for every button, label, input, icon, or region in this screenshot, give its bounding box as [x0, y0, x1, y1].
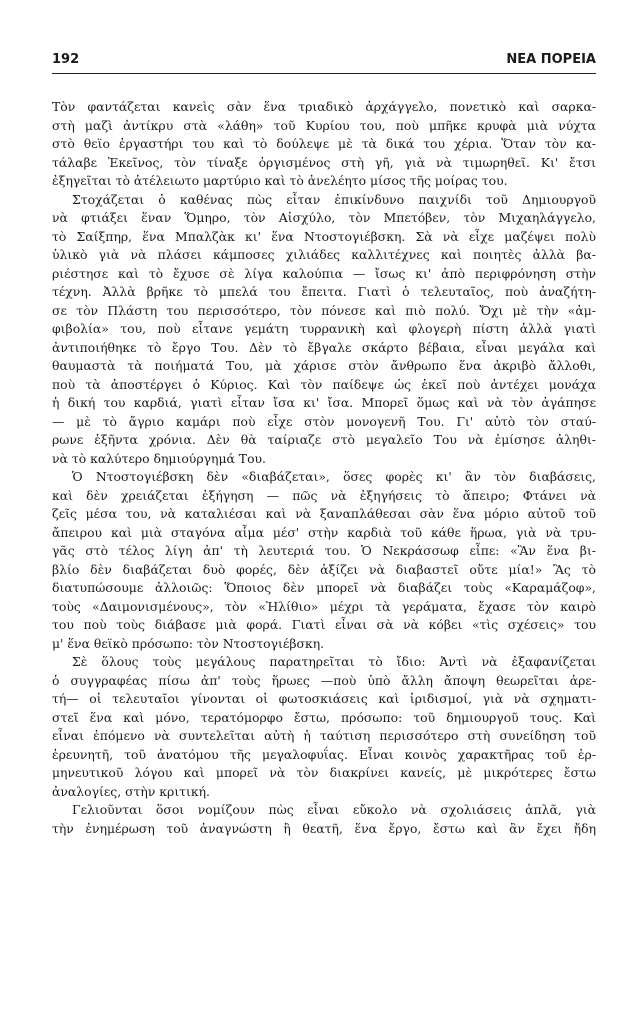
text-line: καὶ δὲν χρειάζεται ἐξήγηση — πῶς νὰ ἐξηγήσεις τὸ ἄπειρο; Φτάνει νὰ	[52, 487, 596, 503]
text-line: ποὺ τὰ ἀποστέργει ὁ Κύριος. Καὶ τὸν παίδεψε ὡς ἐκεῖ ποὺ ἀντέχει μονάχα	[52, 376, 596, 392]
text-line: Ὁ Ντοστογιέβσκη δὲν «διαβάζεται», ὅσες φορὲς κι' ἂν τὸν διαβάσεις,	[72, 469, 596, 484]
text-line: στὴ μαζὶ ἀντίκρυ στὰ «λάθη» τοῦ Κυρίου του, ποὺ μπῆκε κρυφὰ μιὰ νύχτα	[52, 117, 596, 133]
text-line: τάλαβε Ἐκεῖνος, τὸν τίναξε ὀργισμένος στὴ γῆ, γιὰ νὰ τιμωρηθεῖ. Κι' ἔτσι	[52, 154, 596, 170]
page-header	[52, 52, 596, 74]
page-number: 192	[52, 52, 80, 67]
text-line: του ποὺ τοὺς διάβασε μιὰ φορά. Γιατὶ εἶναι σὰ νὰ κόβει «τὶς σχέσεις» του	[52, 617, 596, 632]
text-line: διατυπώσουμε ἀλλοιῶς: Ὅποιος δὲν μπορεῖ νὰ διαβάζει τοὺς «Καραμάζοφ»,	[52, 580, 596, 595]
text-line: Στοχάζεται ὁ καθένας πὼς εἶταν ἐπικίνδυνο παιχνίδι τοῦ Δημιουργοῦ	[72, 191, 596, 207]
text-line: Γελιοῦνται ὅσοι νομίζουν πὼς εἶναι εὔκολο νὰ σχολιάσεις ἁπλᾶ, γιὰ	[72, 802, 596, 817]
book-page	[52, 52, 596, 838]
text-line: εἶναι ἐπόμενο νὰ συντελεῖται αὐτὴ ἡ ταύτιση περισσότερο στὴ συνείδηση τοῦ	[52, 728, 596, 743]
text-line: γᾶς στὸ τέλος λίγη ἀπ' τὴ λευτεριά του. Ὁ Νεκράσσωφ εἶπε: «Ἂν ἕνα βι-	[52, 543, 596, 558]
text-line: ρωνε ἑξῆντα χρόνια. Δὲν θὰ ταίριαζε στὸ μεγαλεῖο Του νὰ ἐμίσησε ἀληθι-	[52, 432, 596, 447]
text-line: στὸ θεϊο ἐργαστήρι του καὶ τὸ δούλεψε μὲ τὰ δικά του χέρια. Ὅταν τὸν κα-	[52, 136, 596, 151]
text-line: τή— οἱ τελευταῖοι γίνονται οἱ φωτοσκιάσεις καὶ ἰριδισμοί, γιὰ νὰ σχηματι-	[52, 691, 596, 706]
text-line: τοὺς «Δαιμονισμένους», τὸν «Ἠλίθιο» μέχρι τὰ γεράματα, ἔχασε τὸν καιρὸ	[52, 598, 596, 614]
text-line: τὴν ἐνημέρωση τοῦ ἀναγνώστη ἢ θεατῆ, ἕνα ἔργο, ἔστω καὶ ἂν ἔχει ἤδη	[52, 820, 596, 836]
text-line: μ' ἕνα θεϊκὸ πρόσωπο: τὸν Ντοστογιέβσκη.	[52, 635, 325, 651]
text-line: σε τὸν Πλάστη του περισσότερο, τὸν πόνεσε καὶ πιὸ πολύ. Ὄχι μὲ τὴν «ἀμ-	[52, 302, 596, 318]
text-line: νὰ τὸ καλύτερο δημιούργημά Του.	[52, 450, 266, 466]
text-line: ριέστησε καὶ τὸ ἔχυσε σὲ λίγα καλούπια — ἴσως κι' ἀπὸ περιφρόνηση στὴν	[52, 265, 596, 281]
text-line: Τὸν φαντάζεται κανεὶς σὰν ἕνα τριαδικὸ ἀρχάγγελο, πονετικὸ καὶ σαρκα-	[52, 99, 596, 114]
text-line: ἐξηγεῖται τὸ ἀτέλειωτο μαρτύριο καὶ τὸ ἀνελέητο μίσος τῆς μοίρας του.	[52, 173, 508, 188]
text-line: Σὲ ὅλους τοὺς μεγάλους παρατηρεῖται τὸ ἴδιο: Ἀντὶ νὰ ἐξαφανίζεται	[72, 654, 596, 669]
text-line: θαυμαστὰ τὰ ποιήματά Του, μὰ χάρισε στὸν ἄνθρωπο ἕνα ἀκριβὸ ἄλλοθι,	[52, 358, 596, 373]
text-line: ἀντιποιήθηκε τὸ ἔργο Του. Δὲν τὸ ἔβγαλε σκάρτο βέβαια, εἶναι μεγάλα καὶ	[52, 339, 596, 355]
text-line: τὸ Σαίξπηρ, ἕνα Μπαλζὰκ κι' ἕνα Ντοστογιέβσκη. Σὰ νὰ εἶχε μαζέψει πολὺ	[52, 228, 596, 244]
body-text	[52, 98, 596, 838]
text-line: στεῖ ἕνα καὶ μόνο, τερατόμορφο ἔστω, πρόσωπο: τοῦ δημιουργοῦ τους. Καὶ	[52, 709, 596, 725]
text-line: βλίο δὲν διαβάζεται δυὸ φορές, δὲν ἀξίζει νὰ διαβαστεῖ οὔτε μία!» Ἂς τὸ	[52, 561, 596, 577]
running-title: ΝΕΑ ΠΟΡΕΙΑ	[506, 52, 596, 67]
text-line: ζεῖς μέσα του, νὰ καταλιέσαι καὶ νὰ ξαναπλάθεσαι σὰν ἕνα μόριο αὐτοῦ τοῦ	[52, 506, 596, 521]
text-line: φιβολία» του, ποὺ εἶτανε γεμάτη τυρρανικὴ καὶ φλογερὴ πίστη ἀλλὰ γιατὶ	[52, 321, 596, 336]
text-line: ὁ συγγραφέας πίσω ἀπ' τοὺς ἥρωες —ποὺ ὑπὸ ἄλλη ἄποψη θεωρεῖται ἀρε-	[52, 672, 596, 688]
text-line: ἐρευνητῆ, τοῦ ἀνατόμου τῆς μεγαλοφυΐας. Εἶναι κοινὸς χαρακτῆρας τοῦ ἑρ-	[52, 746, 596, 762]
text-line: ἡ δική του καρδιά, γιατὶ εἶταν ἴσα κι' ἴσα. Μπορεῖ ὅμως καὶ νὰ τὸν ἀγάπησε	[52, 395, 596, 410]
text-line: — μὲ τὸ ἄγριο καμάρι ποὺ εἶχε στὸν μονογενῆ Του. Γι' αὐτὸ τὸν σταύ-	[52, 413, 596, 429]
text-line: ὑλικὸ γιὰ νὰ πλάσει κάμποσες χιλιάδες καλλιτέχνες καὶ ποιητὲς ἀλλὰ βα-	[52, 247, 596, 262]
text-line: τέχνη. Ἀλλὰ βρῆκε τὸ μπελά του ἔπειτα. Γιατὶ ὁ τελευταῖος, ποὺ ἀναζήτη-	[52, 284, 596, 299]
text-line: ἀναλογίες, στὴν κριτική.	[52, 783, 210, 799]
text-line: μηνευτικοῦ λόγου καὶ μπορεῖ νὰ τὸν διακρίνει κανείς, μὲ μικρότερες ἔστω	[52, 765, 596, 780]
text-line: νὰ φτιάξει ἕναν Ὅμηρο, τὸν Αἰσχύλο, τὸν Μπετόβεν, τὸν Μιχαηλάγγελο,	[52, 210, 596, 225]
text-line: ἄπειρου καὶ μιὰ σταγόνα αἷμα μέσ' στὴν καρδιὰ τοῦ κάθε ἥρωα, γιὰ νὰ τρυ-	[52, 524, 596, 540]
